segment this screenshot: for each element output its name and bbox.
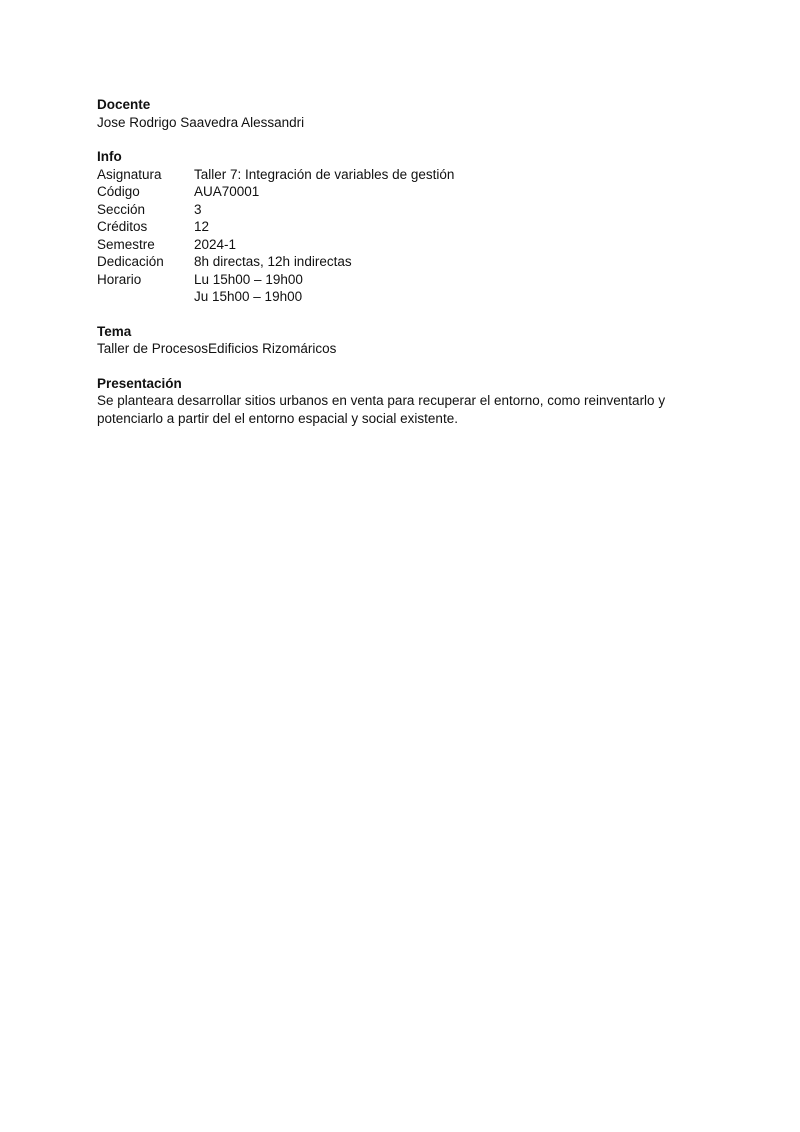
info-value bbox=[194, 271, 454, 306]
info-label: Dedicación bbox=[97, 254, 164, 269]
info-row-semestre bbox=[97, 236, 454, 254]
horario-line: Ju 15h00 – 19h00 bbox=[194, 289, 303, 304]
info-row-seccion bbox=[97, 201, 454, 219]
tema-section bbox=[97, 323, 707, 358]
info-value: 8h directas, 12h indirectas bbox=[194, 254, 352, 269]
tema-text: Taller de ProcesosEdificios Rizomáricos bbox=[97, 341, 337, 356]
info-value: 2024-1 bbox=[194, 236, 237, 252]
presentacion-heading: Presentación bbox=[97, 375, 182, 391]
info-value: 3 bbox=[194, 201, 202, 217]
docente-heading: Docente bbox=[97, 97, 151, 112]
docente-section bbox=[97, 96, 707, 131]
info-section bbox=[97, 148, 707, 306]
info-table bbox=[97, 166, 454, 306]
horario-line: Lu 15h00 – 19h00 bbox=[194, 271, 303, 287]
info-row-codigo bbox=[97, 183, 454, 201]
info-heading: Info bbox=[97, 149, 122, 164]
document-page bbox=[97, 96, 707, 444]
info-label: Créditos bbox=[97, 219, 148, 234]
info-value: AUA70001 bbox=[194, 184, 260, 199]
info-row-horario bbox=[97, 271, 454, 306]
docente-name: Jose Rodrigo Saavedra Alessandri bbox=[97, 114, 305, 130]
info-value: Taller 7: Integración de variables de gestión bbox=[194, 166, 455, 182]
info-row-creditos bbox=[97, 218, 454, 236]
info-label: Horario bbox=[97, 271, 142, 287]
info-row-asignatura bbox=[97, 166, 454, 184]
tema-heading: Tema bbox=[97, 323, 132, 339]
info-label: Código bbox=[97, 184, 140, 199]
presentacion-section bbox=[97, 375, 707, 428]
info-label: Asignatura bbox=[97, 166, 162, 182]
info-value: 12 bbox=[194, 219, 210, 234]
info-label: Sección bbox=[97, 201, 146, 217]
presentacion-text: Se planteara desarrollar sitios urbanos en venta para recuperar el entorno, como reinventarlo y potenciarlo a partir del el entorno espacial y social existente. bbox=[97, 393, 666, 426]
info-label: Semestre bbox=[97, 236, 155, 252]
info-row-dedicacion bbox=[97, 253, 454, 271]
